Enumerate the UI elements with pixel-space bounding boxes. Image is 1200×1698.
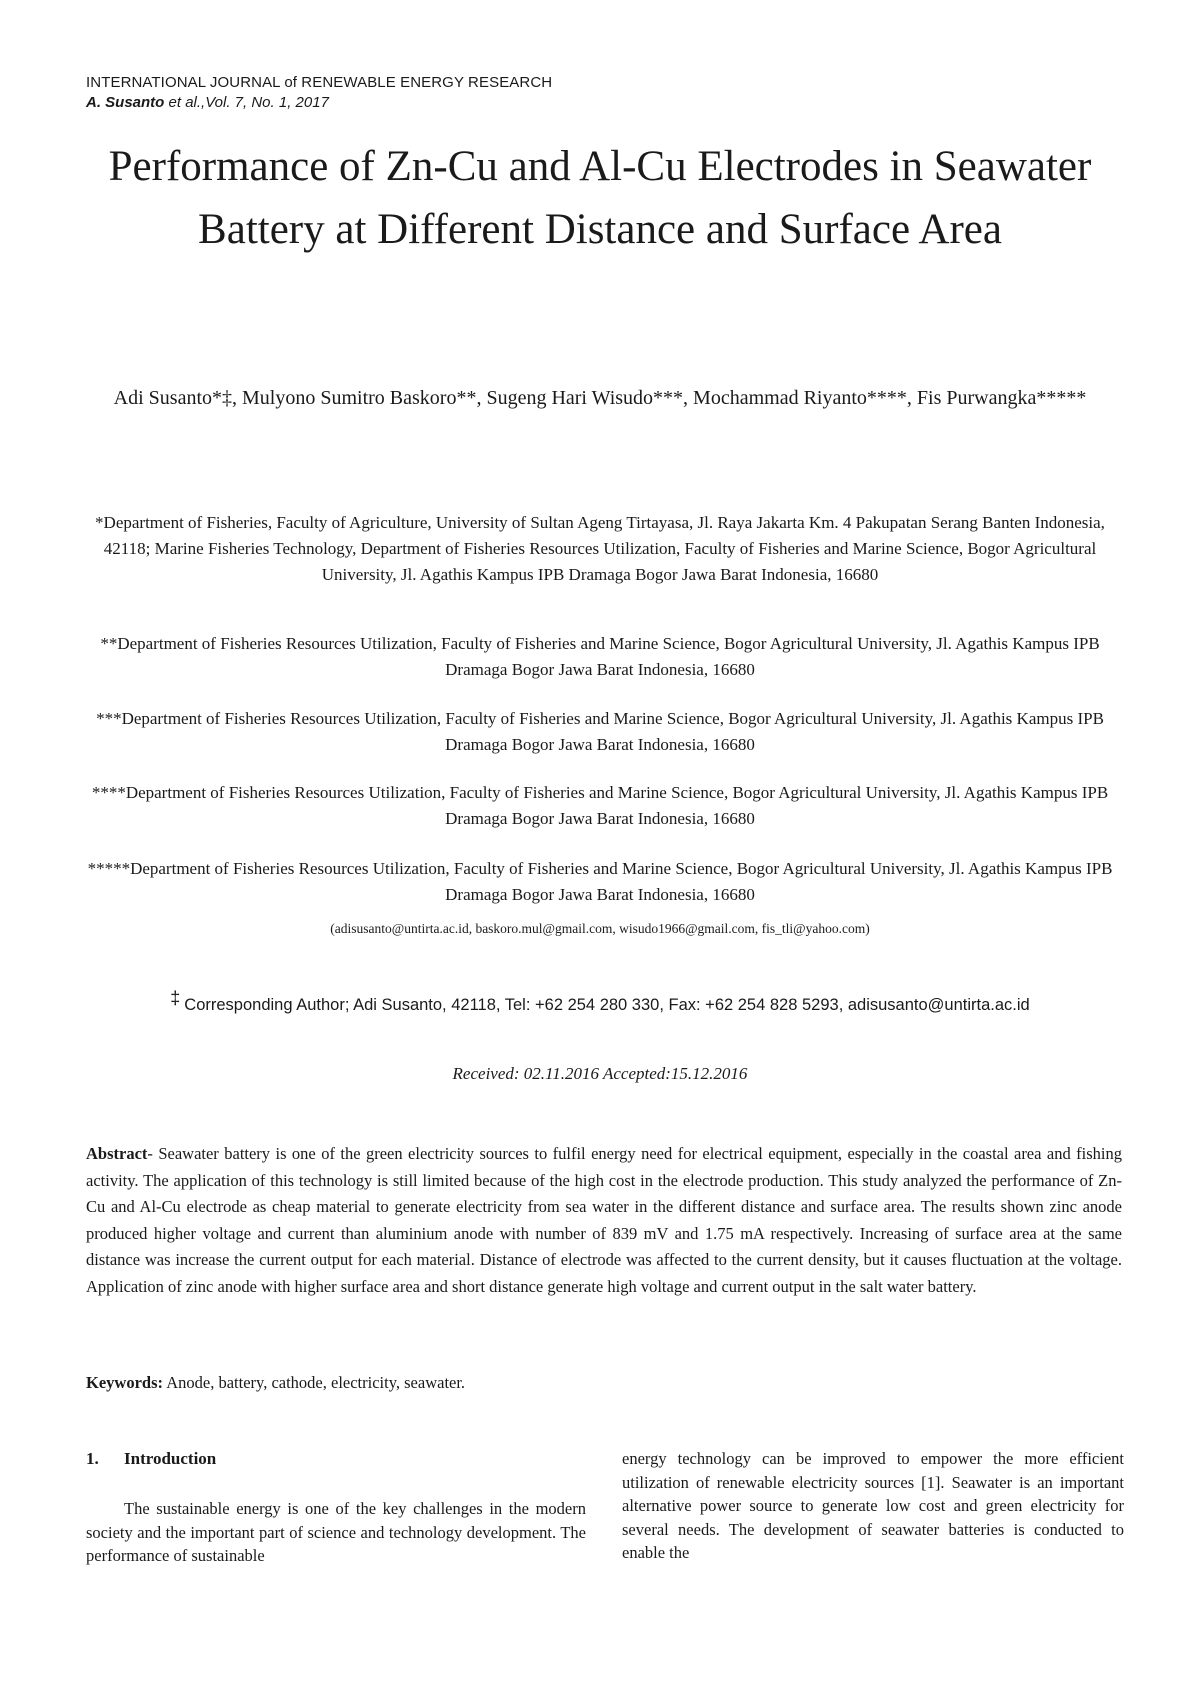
received-accepted-dates: Received: 02.11.2016 Accepted:15.12.2016 <box>452 1064 748 1083</box>
intro-paragraph-left: The sustainable energy is one of the key challenges in the modern society and the important part of science and technology development. The performance of sustainable <box>86 1499 586 1565</box>
keywords <box>86 1371 1122 1395</box>
abstract-text: - Seawater battery is one of the green electricity sources to fulfil energy need for electrical equipment, especially in the coastal area and fishing activity. The application of this technology is still limited because of the high cost in the electrode production. This study analyzed the performance of Zn-Cu and Al-Cu electrode as cheap material to generate electricity from sea water in the different distance and surface area. The results shown zinc anode produced higher voltage and current than aluminium anode with number of 839 mV and 1.75 mA respectively. Increasing of surface area at the same distance was increase the current output for each material. Distance of electrode was affected to the current density, but it causes fluctuation at the voltage. Application of zinc anode with higher surface area and short distance generate high voltage and current output in the salt water battery. <box>86 1144 1122 1296</box>
affiliation-2: **Department of Fisheries Resources Utilization, Faculty of Fisheries and Marine Science, Bogor Agricultural University, Jl. Agathis Kampus IPB Dramaga Bogor Jawa Barat Indonesia, 16680 <box>100 634 1100 679</box>
section-number: 1. <box>86 1449 99 1468</box>
intro-paragraph-right: energy technology can be improved to empower the more efficient utilization of renewable electricity sources [1]. Seawater is an important alternative power source to generate low cost and green electricity for several needs. The development of seawater batteries is conducted to enable the <box>622 1449 1124 1562</box>
author-list: Adi Susanto*‡, Mulyono Sumitro Baskoro**, Sugeng Hari Wisudo***, Mochammad Riyanto****, Fis Purwangka***** <box>113 387 1087 409</box>
citation-volume: ,Vol. 7, No. 1, 2017 <box>201 94 329 111</box>
keywords-text: Anode, battery, cathode, electricity, seawater. <box>163 1373 466 1392</box>
corresponding-text: Corresponding Author; Adi Susanto, 42118, Tel: +62 254 280 330, Fax: +62 254 828 5293, adisusanto@untirta.ac.id <box>184 996 1030 1014</box>
citation-line <box>86 93 552 113</box>
double-dagger-mark: ‡ <box>170 988 181 1008</box>
running-header <box>86 73 552 113</box>
affiliation-5: *****Department of Fisheries Resources Utilization, Faculty of Fisheries and Marine Science, Bogor Agricultural University, Jl. Agathis Kampus IPB Dramaga Bogor Jawa Barat Indonesia, 16680 <box>87 859 1113 904</box>
citation-et-al: et al. <box>168 94 202 111</box>
section-heading-introduction <box>86 1447 586 1471</box>
keywords-label: Keywords: <box>86 1373 163 1392</box>
citation-author: A. Susanto <box>86 94 165 111</box>
left-column <box>86 1447 586 1568</box>
affiliation-1: *Department of Fisheries, Faculty of Agriculture, University of Sultan Ageng Tirtayasa, Jl. Raya Jakarta Km. 4 Pakupatan Serang Banten Indonesia, 42118; Marine Fisheries Technology, Department of Fisheries Resources Utilization, Faculty of Fisheries and Marine Science, Bogor Agricultural University, Jl. Agathis Kampus IPB Dramaga Bogor Jawa Barat Indonesia, 16680 <box>95 513 1105 584</box>
journal-name: INTERNATIONAL JOURNAL of RENEWABLE ENERGY RESEARCH <box>86 74 553 91</box>
corresponding-author <box>86 986 1114 1017</box>
paper-title: Performance of Zn-Cu and Al-Cu Electrodes in Seawater Battery at Different Distance and Surface Area <box>108 143 1092 253</box>
abstract <box>86 1141 1122 1300</box>
affiliation-3: ***Department of Fisheries Resources Utilization, Faculty of Fisheries and Marine Science, Bogor Agricultural University, Jl. Agathis Kampus IPB Dramaga Bogor Jawa Barat Indonesia, 16680 <box>96 709 1104 754</box>
abstract-label: Abstract <box>86 1144 148 1163</box>
section-title: Introduction <box>124 1449 217 1468</box>
author-emails: (adisusanto@untirta.ac.id, baskoro.mul@gmail.com, wisudo1966@gmail.com, fis_tli@yahoo.com) <box>330 921 870 936</box>
affiliation-4: ****Department of Fisheries Resources Utilization, Faculty of Fisheries and Marine Science, Bogor Agricultural University, Jl. Agathis Kampus IPB Dramaga Bogor Jawa Barat Indonesia, 16680 <box>91 783 1109 828</box>
